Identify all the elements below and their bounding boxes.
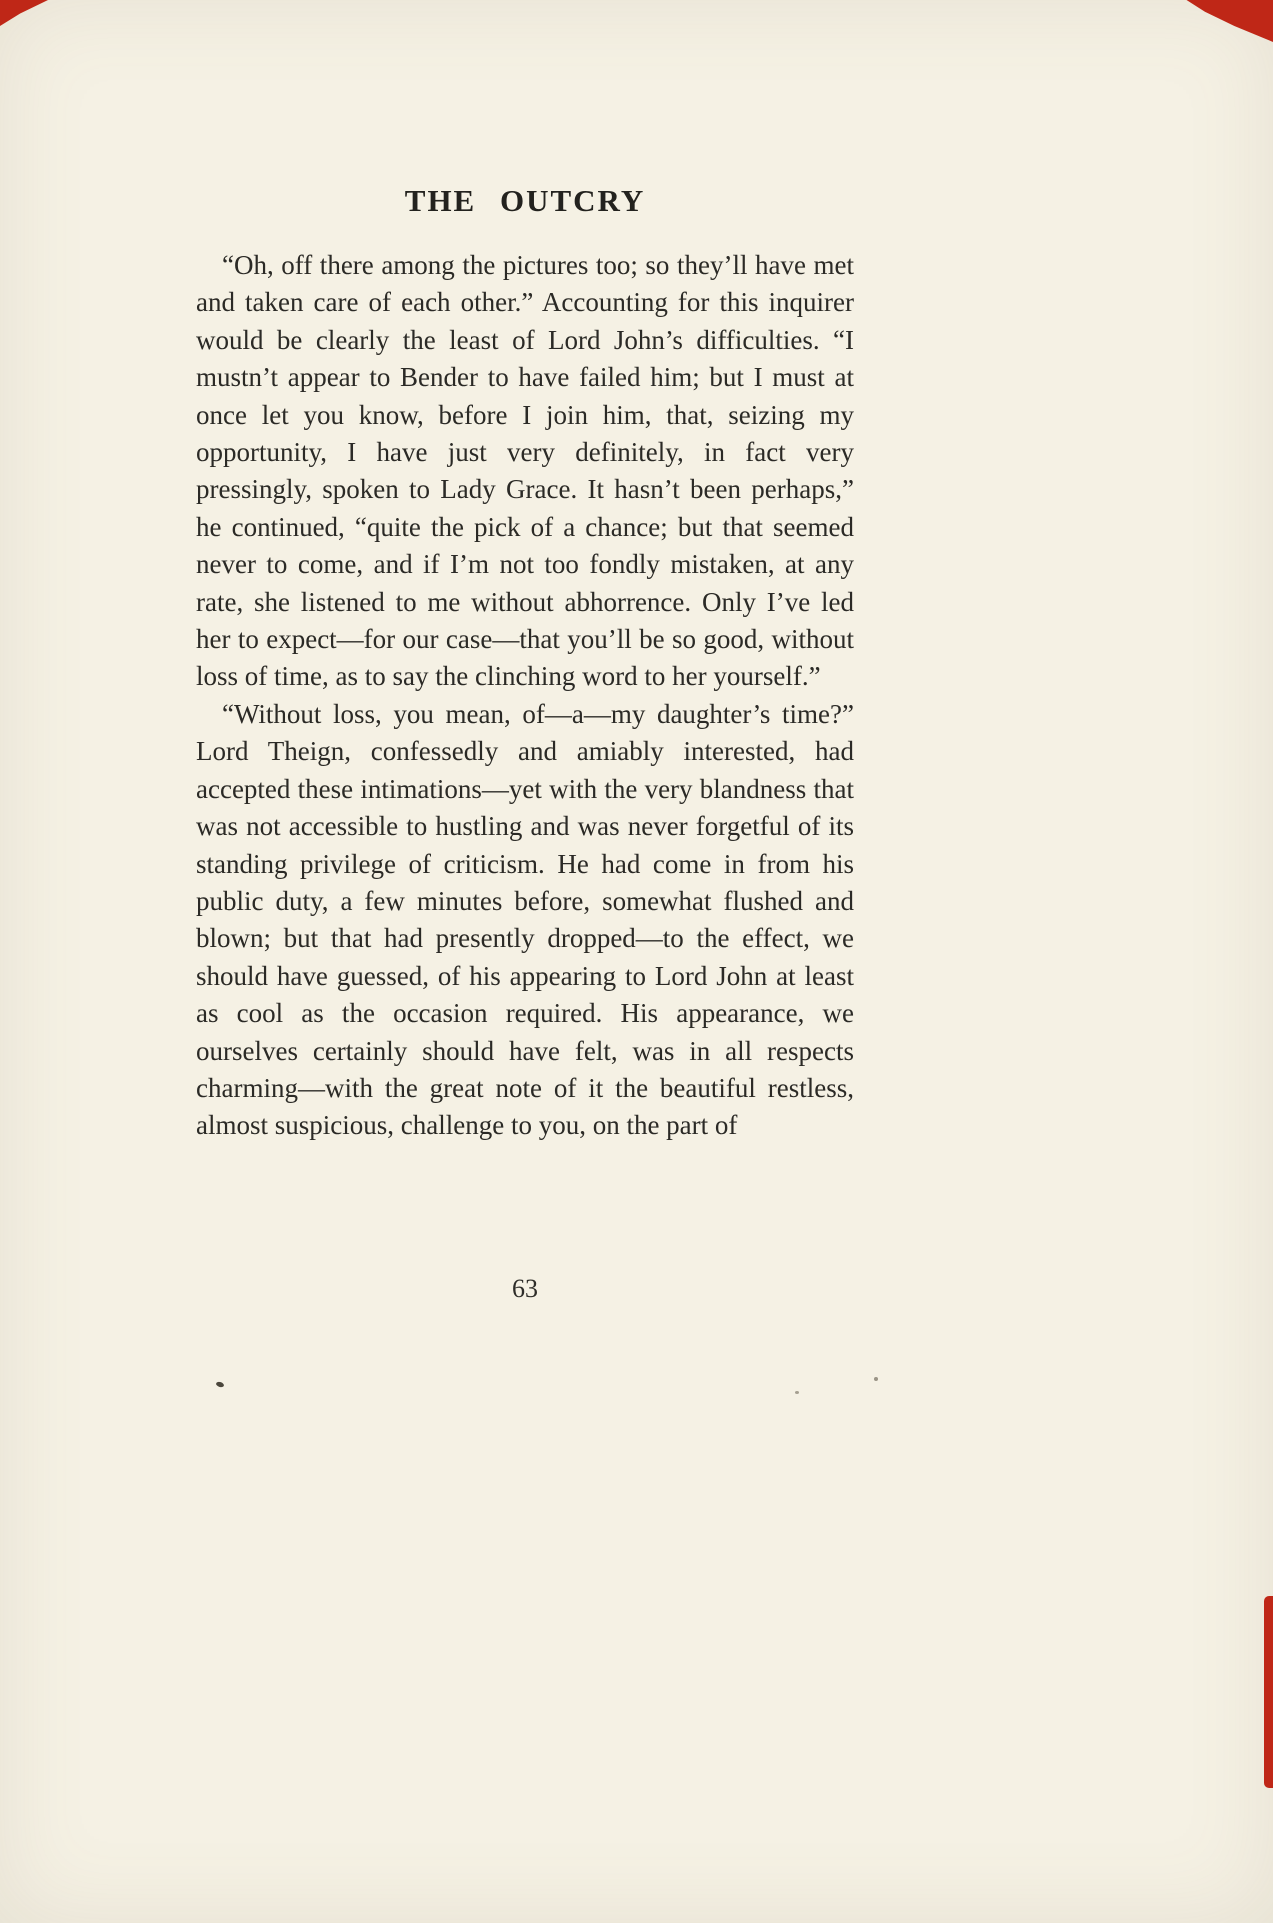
scan-speck: [215, 1381, 224, 1388]
running-header: THE OUTCRY: [404, 183, 646, 218]
page-edge-stain-right: [1264, 1596, 1273, 1788]
scan-speck: [874, 1377, 878, 1381]
paragraph-1: “Oh, off there among the pictures too; so they’ll have met and taken care of each other.” Accounting for this inquirer would be clearly the least of Lord John’s difficulties. “I mustn’t appear to Bender to have failed him; but I must at once let you know, before I join him, that, seizing my opportunity, I have just very definitely, in fact very pressingly, spoken to Lady Grace. It hasn’t been perhaps,” he continued, “quite the pick of a chance; but that seemed never to come, and if I’m not too fondly mistaken, at any rate, she listened to me without abhorrence. Only I’ve led her to expect—for our case—that you’ll be so good, without loss of time, as to say the clinching word to her yourself.”: [196, 250, 854, 692]
page-number: 63: [512, 1274, 538, 1303]
body-text: [196, 247, 854, 1145]
scan-speck: [795, 1391, 799, 1394]
page-edge-stain-top-left: [0, 0, 48, 26]
page-edge-stain-top-right: [1181, 0, 1273, 42]
paragraph-2: “Without loss, you mean, of—a—my daughter’s time?” Lord Theign, confessedly and amiably interested, had accepted these intimations—yet with the very blandness that was not accessible to hustling and was never forgetful of its standing privilege of criticism. He had come in from his public duty, a few minutes before, somewhat flushed and blown; but that had presently dropped—to the effect, we should have guessed, of his appearing to Lord John at least as cool as the occasion required. His appearance, we ourselves certainly should have felt, was in all respects charming—with the great note of it the beautiful restless, almost suspicious, challenge to you, on the part of: [196, 698, 854, 1141]
